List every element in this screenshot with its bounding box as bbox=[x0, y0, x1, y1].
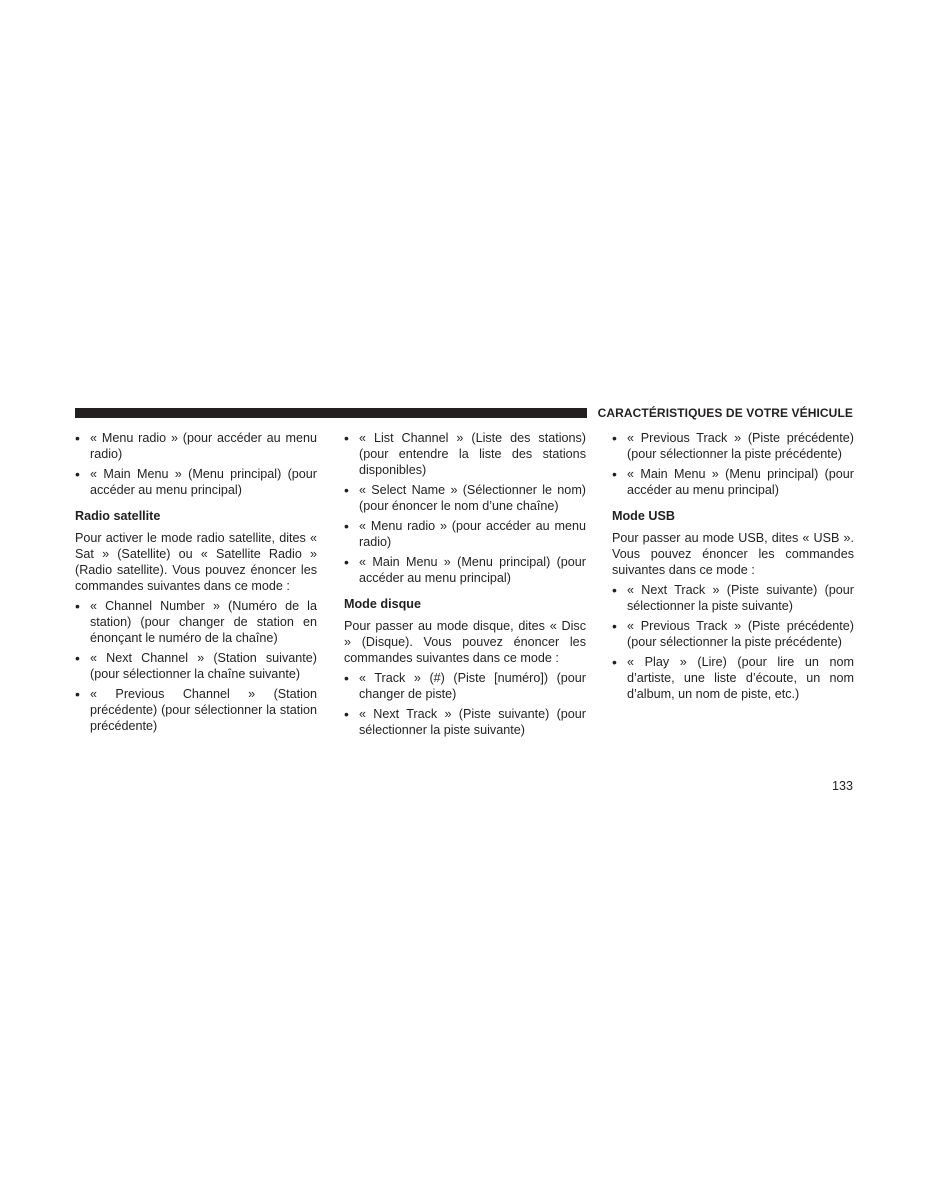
section-header-title: CARACTÉRISTIQUES DE VOTRE VÉHICULE bbox=[597, 406, 853, 420]
list-item: • « Main Menu » (Menu principal) (pour accéder au menu principal) bbox=[344, 554, 586, 586]
list-item: • « Previous Channel » (Station précédente) (pour sélectionner la station précédente) bbox=[75, 686, 317, 734]
paragraph: Pour passer au mode USB, dites « USB ». Vous pouvez énoncer les commandes suivantes dans ce mode : bbox=[612, 531, 854, 577]
bullet-list bbox=[612, 582, 854, 702]
list-item: • « Menu radio » (pour accéder au menu radio) bbox=[344, 518, 586, 550]
list-item: • « Channel Number » (Numéro de la station) (pour changer de station en énonçant le numéro de la chaîne) bbox=[75, 598, 317, 646]
list-item: • « Main Menu » (Menu principal) (pour accéder au menu principal) bbox=[612, 466, 854, 498]
list-item: • « Main Menu » (Menu principal) (pour accéder au menu principal) bbox=[75, 466, 317, 498]
column-3 bbox=[612, 430, 854, 706]
header-rule bbox=[75, 408, 587, 418]
list-item: • « Menu radio » (pour accéder au menu radio) bbox=[75, 430, 317, 462]
list-item: • « Play » (Lire) (pour lire un nom d’artiste, une liste d’écoute, un nom d’album, un nom de piste, etc.) bbox=[612, 654, 854, 702]
paragraph: Pour passer au mode disque, dites « Disc » (Disque). Vous pouvez énoncer les commandes suivantes dans ce mode : bbox=[344, 619, 586, 665]
list-item: • « Track » (#) (Piste [numéro]) (pour changer de piste) bbox=[344, 670, 586, 702]
list-item: • « List Channel » (Liste des stations) (pour entendre la liste des stations disponibles) bbox=[344, 430, 586, 478]
bullet-list bbox=[612, 430, 854, 498]
paragraph: Pour activer le mode radio satellite, dites « Sat » (Satellite) ou « Satellite Radio » (Radio satellite). Vous pouvez énoncer les commandes suivantes dans ce mode : bbox=[75, 531, 317, 593]
list-item: • « Next Channel » (Station suivante) (pour sélectionner la chaîne suivante) bbox=[75, 650, 317, 682]
bullet-list bbox=[344, 670, 586, 738]
list-item: • « Next Track » (Piste suivante) (pour sélectionner la piste suivante) bbox=[612, 582, 854, 614]
section-heading-mode-disque: Mode disque bbox=[344, 597, 421, 611]
bullet-list bbox=[75, 430, 317, 498]
bullet-list bbox=[344, 430, 586, 586]
column-1 bbox=[75, 430, 317, 738]
bullet-list bbox=[75, 598, 317, 734]
page-number: 133 bbox=[831, 779, 853, 793]
list-item: • « Previous Track » (Piste précédente) (pour sélectionner la piste précédente) bbox=[612, 618, 854, 650]
list-item: • « Select Name » (Sélectionner le nom) (pour énoncer le nom d’une chaîne) bbox=[344, 482, 586, 514]
column-2 bbox=[344, 430, 586, 742]
section-heading-radio-satellite: Radio satellite bbox=[75, 509, 161, 523]
list-item: • « Previous Track » (Piste précédente) (pour sélectionner la piste précédente) bbox=[612, 430, 854, 462]
section-heading-mode-usb: Mode USB bbox=[612, 509, 675, 523]
list-item: • « Next Track » (Piste suivante) (pour sélectionner la piste suivante) bbox=[344, 706, 586, 738]
